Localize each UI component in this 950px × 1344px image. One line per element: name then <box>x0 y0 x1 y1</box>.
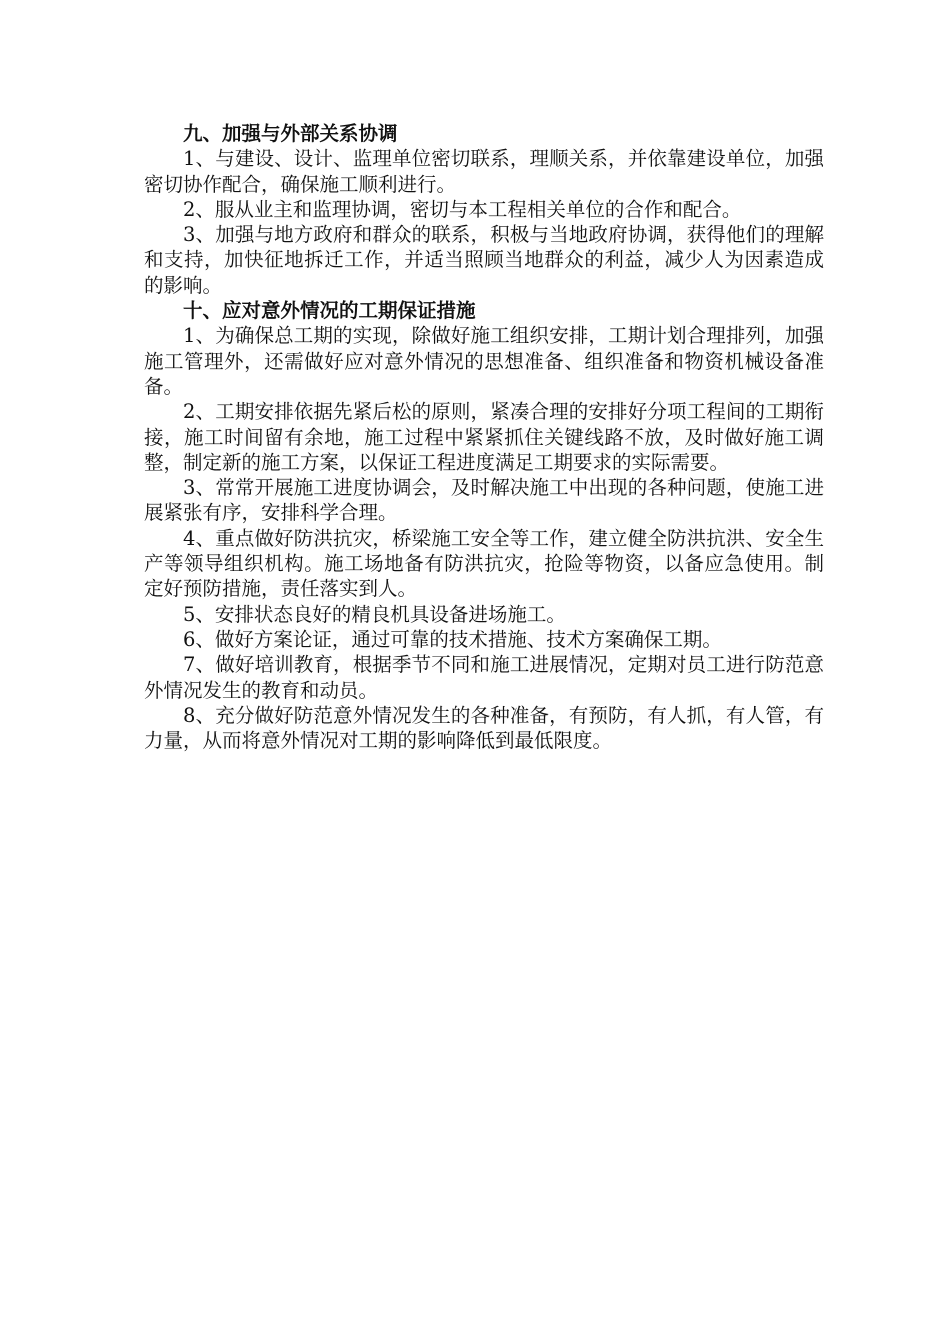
section-10-paragraph-5: 5、安排状态良好的精良机具设备进场施工。 <box>183 602 566 626</box>
section-9-paragraph-2: 2、服从业主和监理协调，密切与本工程相关单位的合作和配合。 <box>183 197 742 221</box>
section-10-paragraph-7: 7、做好培训教育，根据季节不同和施工进展情况，定期对员工进行防范意外情况发生的教育和动员。 <box>144 653 824 702</box>
document-body <box>144 121 824 753</box>
section-10-heading: 十、应对意外情况的工期保证措施 <box>183 299 476 323</box>
section-10-paragraph-8: 8、充分做好防范意外情况发生的各种准备，有预防，有人抓，有人管，有力量，从而将意外情况对工期的影响降低到最低限度。 <box>144 703 824 753</box>
section-9-heading: 九、加强与外部关系协调 <box>183 122 398 145</box>
section-10-paragraph-1: 1、为确保总工期的实现，除做好施工组织安排，工期计划合理排列，加强施工管理外，还需做好应对意外情况的思想准备、组织准备和物资机械设备准备。 <box>144 324 824 398</box>
section-10-paragraph-3: 3、常常开展施工进度协调会，及时解决施工中出现的各种问题，使施工进展紧张有序，安排科学合理。 <box>144 476 824 525</box>
section-10-paragraph-4: 4、重点做好防洪抗灾，桥梁施工安全等工作，建立健全防洪抗洪、安全生产等领导组织机构。施工场地备有防洪抗灾，抢险等物资，以备应急使用。制定好预防措施，责任落实到人。 <box>144 526 824 601</box>
section-10-paragraph-2: 2、工期安排依据先紧后松的原则，紧凑合理的安排好分项工程间的工期衔接，施工时间留有余地，施工过程中紧紧抓住关键线路不放，及时做好施工调整，制定新的施工方案，以保证工程进度满足工期要求的实际需要。 <box>144 400 824 474</box>
section-9-paragraph-3: 3、加强与地方政府和群众的联系，积极与当地政府协调，获得他们的理解和支持，加快征地拆迁工作，并适当照顾当地群众的利益，减少人为因素造成的影响。 <box>144 223 824 297</box>
section-10-paragraph-6: 6、做好方案论证，通过可靠的技术措施、技术方案确保工期。 <box>183 627 722 651</box>
section-9-paragraph-1: 1、与建设、设计、监理单位密切联系，理顺关系，并依靠建设单位，加强密切协作配合，确保施工顺利进行。 <box>144 147 824 196</box>
